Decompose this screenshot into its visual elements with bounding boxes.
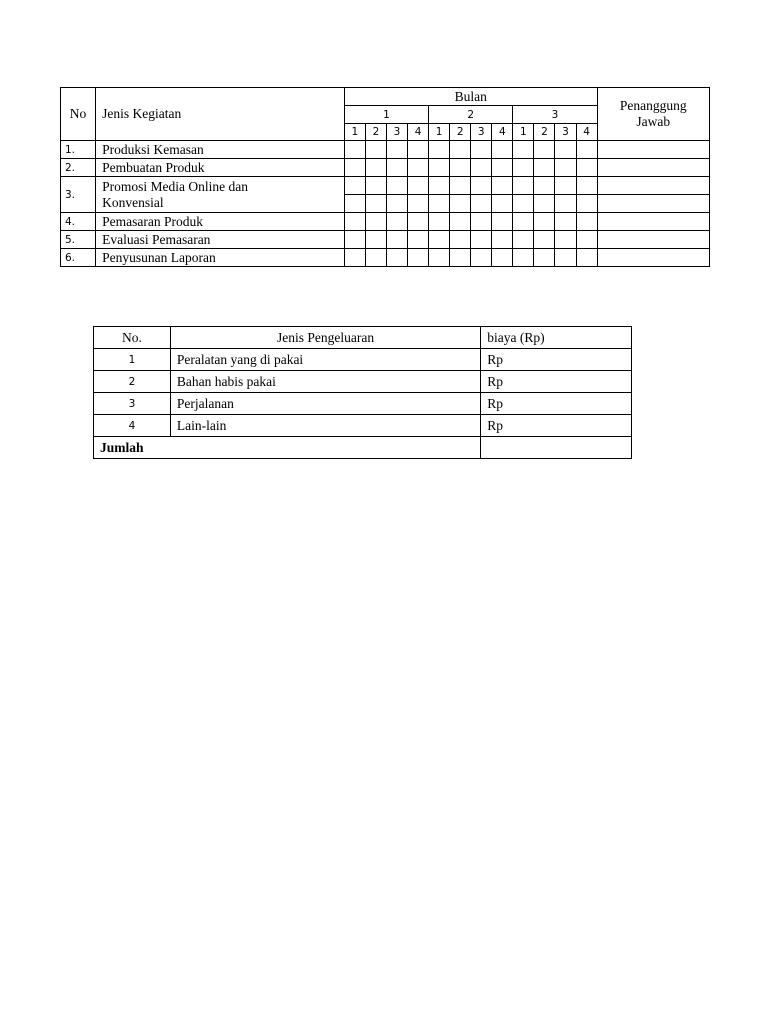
row-activity-line1: Promosi Media Online dan: [102, 178, 248, 194]
row-no: 2: [94, 371, 171, 393]
expenses-table: [93, 326, 632, 459]
total-row: [94, 437, 632, 459]
row-activity-line2: Konvensial: [102, 194, 164, 210]
row-activity: Produksi Kemasan: [96, 141, 345, 159]
week-cell: 4: [492, 124, 513, 141]
row-no: 3: [94, 393, 171, 415]
header-pj-line2: Jawab: [636, 114, 671, 129]
row-activity: Pembuatan Produk: [96, 159, 345, 177]
week-cell: 1: [429, 124, 450, 141]
total-value: [481, 437, 632, 459]
header-activity: Jenis Kegiatan: [96, 88, 345, 141]
row-cost: Rp: [481, 371, 632, 393]
row-no: 1.: [61, 141, 96, 159]
activity-schedule-table: [60, 87, 710, 267]
header-month: Bulan: [344, 88, 597, 106]
header-no: No.: [94, 327, 171, 349]
row-expense-type: Lain-lain: [170, 415, 480, 437]
week-cell: 4: [408, 124, 429, 141]
row-cost: Rp: [481, 415, 632, 437]
table-row: [61, 249, 710, 267]
row-expense-type: Perjalanan: [170, 393, 480, 415]
week-cell: 2: [365, 124, 386, 141]
week-cell: 3: [386, 124, 407, 141]
row-cost: Rp: [481, 393, 632, 415]
week-cell: 3: [555, 124, 576, 141]
week-cell: 4: [576, 124, 597, 141]
row-cost: Rp: [481, 349, 632, 371]
table-row: [94, 371, 632, 393]
row-activity: Pemasaran Produk: [96, 213, 345, 231]
table-row: [94, 415, 632, 437]
row-no: 3.: [61, 177, 96, 213]
row-expense-type: Bahan habis pakai: [170, 371, 480, 393]
month-1: 1: [344, 106, 428, 124]
row-activity: Penyusunan Laporan: [96, 249, 345, 267]
row-no: 2.: [61, 159, 96, 177]
row-activity: Evaluasi Pemasaran: [96, 231, 345, 249]
week-cell: 1: [344, 124, 365, 141]
table-row: [61, 231, 710, 249]
table-row: [61, 159, 710, 177]
table-row: [61, 177, 710, 195]
header-expense-type: Jenis Pengeluaran: [170, 327, 480, 349]
row-no: 1: [94, 349, 171, 371]
row-no: 6.: [61, 249, 96, 267]
month-3: 3: [513, 106, 597, 124]
row-no: 4: [94, 415, 171, 437]
table-row: [61, 141, 710, 159]
total-label: Jumlah: [94, 437, 481, 459]
row-no: 5.: [61, 231, 96, 249]
week-cell: 2: [534, 124, 555, 141]
header-pj-line1: Penanggung: [619, 98, 687, 113]
week-cell: 3: [471, 124, 492, 141]
table-row: [94, 393, 632, 415]
header-no: No: [61, 88, 96, 141]
row-expense-type: Peralatan yang di pakai: [170, 349, 480, 371]
month-2: 2: [429, 106, 513, 124]
week-cell: 1: [513, 124, 534, 141]
header-cost: biaya (Rp): [481, 327, 632, 349]
row-no: 4.: [61, 213, 96, 231]
week-cell: 2: [450, 124, 471, 141]
row-activity: [96, 177, 345, 213]
table-row: [94, 349, 632, 371]
table-row: [61, 213, 710, 231]
header-person-in-charge: [597, 88, 709, 141]
